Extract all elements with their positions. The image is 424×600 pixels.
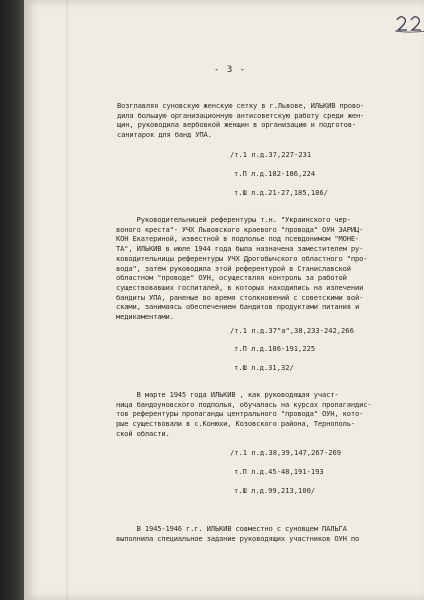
reference-1-vol1: /т.1 л.д.37,227-231 <box>230 150 312 159</box>
reference-3-vol1: /т.1 л.д.38,39,147,267-269 <box>230 448 342 457</box>
handwritten-folio-number <box>393 12 424 34</box>
reference-2-vol2: т.П л.д.186-191,225 <box>234 344 316 353</box>
paragraph-4: В 1945-1946 г.г. ИЛЬКИВ совместно с суновцем ПАЛЬГА выполнила специальное задание руководящих участников ОУН по <box>116 524 360 543</box>
reference-2-vol1: /т.1 л.д.37"а",38,233-242,266 <box>230 326 354 335</box>
reference-3-vol2: т.П л.д.45-48,191-193 <box>234 467 324 476</box>
reference-1-vol2: т.П л.д.182-186,224 <box>234 169 316 178</box>
reference-3-vol3: т.Ш л.д.99,213,100/ <box>234 486 316 495</box>
scan-edge <box>0 0 24 600</box>
bleed-through-text: . . . . . . <box>224 205 279 213</box>
paper-crease <box>66 0 68 600</box>
page-number: - 3 - <box>214 65 247 75</box>
reference-2-vol3: т.Ш л.д.31,32/ <box>234 363 294 372</box>
document-page <box>24 0 424 600</box>
reference-1-vol3: т.Ш л.д.21-27,185,186/ <box>234 188 328 197</box>
paragraph-2: Руководительницей референтуры т.н. "Украинского чер- воного креста"- УЧХ Львовского краевого "провода" ОУН ЗАРИЦ- КОН Екатериной, известной в подполье под псевдонимом "МОНЕ- ТА", ИЛЬКИВ в июле 1944 года была назначена заместителем ру- ководительницы референтуры УЧХ Дрогобычского областного "про- вода", затем руководила этой референтурой в Станиславской областном "проводе" ОУН, осуществляя контроль за работой существовавших госпиталей, в которых находились на излечении бандиты УПА, раненые во время столкновений с советскими вой- сками, занимаясь обеспечением бандитов продуктами питания и медикаментами. <box>116 215 368 322</box>
paragraph-1: Возглавляя суновскую женскую сетку в г.Львове, ИЛЬКИВ прово- дила большую организационную антисоветскую работу среди жен- щин, руководила вербовкой женщин в организацию и подготов- санитарок для банд УПА. <box>117 101 365 140</box>
paragraph-3: В марте 1945 года ИЛЬКИВ , как руководящая участ- ница бандоуновского подполья, обучалась на курсах пропагандис- тов референтуры пропаганды центрального "провода" ОУН, кото- рые существовали в с.Конюхи, Козовского района, Тернополь- ской области. <box>116 390 372 438</box>
